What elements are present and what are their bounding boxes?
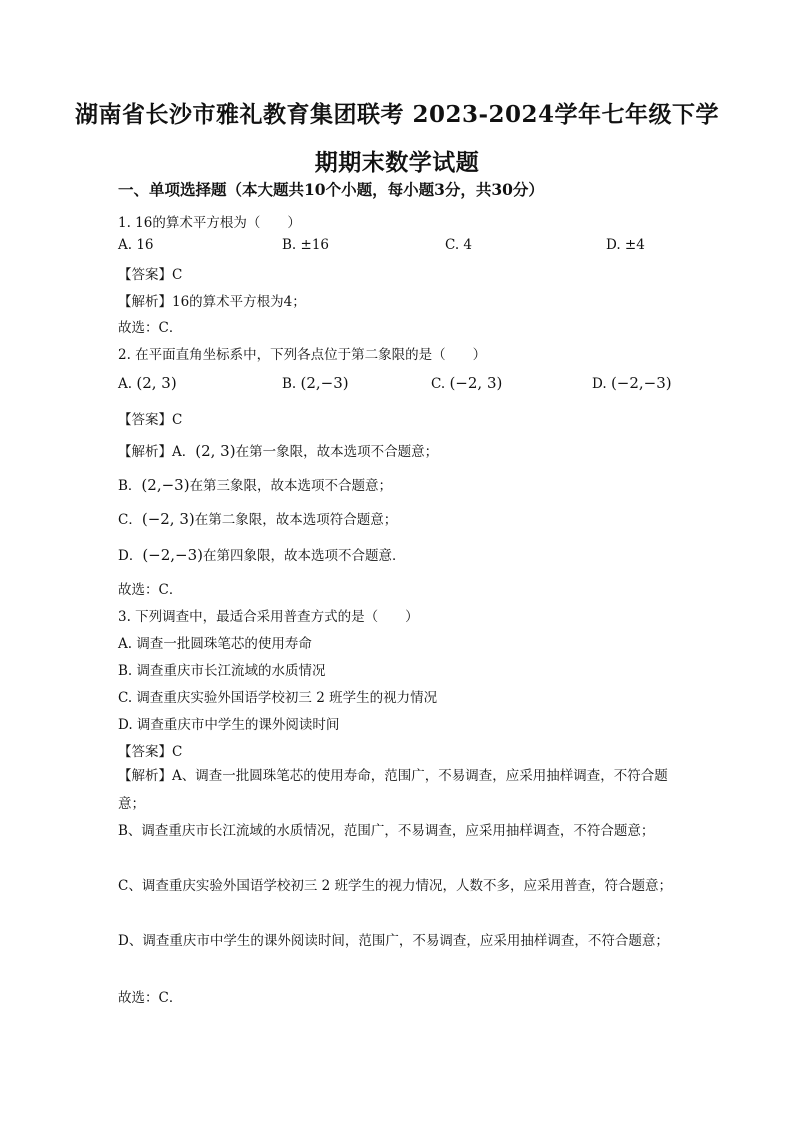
q3-option-a: A. 调查一批圆珠笔芯的使用寿命	[118, 636, 312, 652]
q2-answer: 【答案】C	[118, 412, 183, 428]
q3-analysis-c: C、调查重庆实验外国语学校初三 2 班学生的视力情况，人数不多，应采用普查，符合题意；	[118, 878, 672, 894]
q3-option-b: B. 调查重庆市长江流域的水质情况	[118, 663, 326, 679]
q2-analysis-b-text: 在第三象限，故本选项不合题意；	[189, 478, 393, 494]
q2-stem: 2. 在平面直角坐标系中，下列各点位于第二象限的是（ ）	[118, 347, 487, 363]
q3-answer: 【答案】C	[118, 744, 183, 760]
q1-stem: 1. 16的算术平方根为（ ）	[118, 215, 301, 231]
exam-title-line1: 湖南省长沙市雅礼教育集团联考 2023-2024学年七年级下学	[74, 101, 720, 128]
q2-analysis-d-text: 在第四象限，故本选项不合题意．	[203, 548, 406, 564]
q2-analysis-a-prefix: 【解析】A．	[118, 444, 196, 460]
q3-analysis-b: B、调查重庆市长江流域的水质情况，范围广，不易调查，应采用抽样调查，不符合题意；	[118, 823, 655, 839]
q2-analysis-c	[118, 508, 397, 528]
q1-option-c: C. 4	[445, 237, 473, 253]
q2-option-c	[431, 374, 502, 392]
q2-analysis-b-prefix: B．	[118, 478, 142, 494]
q2-option-a-letter: A.	[118, 376, 133, 392]
q1-conclusion: 故选：C．	[118, 320, 183, 336]
q2-conclusion: 故选：C．	[118, 582, 183, 598]
q2-analysis-c-prefix: C．	[118, 512, 142, 528]
q2-analysis-c-point: (−2, 3)	[141, 510, 195, 528]
q1-answer: 【答案】C	[118, 267, 183, 283]
q2-option-b	[282, 374, 349, 392]
q1-option-b: B. ±16	[282, 237, 329, 253]
q2-analysis-c-text: 在第二象限，故本选项符合题意；	[194, 512, 398, 528]
q2-analysis-b-point: (2,−3)	[141, 476, 190, 494]
q2-option-d	[592, 374, 672, 392]
q2-analysis-d-point: (−2,−3)	[142, 546, 204, 564]
q2-option-a	[118, 374, 177, 392]
q2-option-b-point: (2,−3)	[300, 374, 349, 392]
q2-analysis-a-text: 在第一象限，故本选项不合题意；	[235, 444, 439, 460]
q2-analysis-a	[118, 440, 438, 460]
q3-conclusion: 故选：C．	[118, 990, 183, 1006]
q2-analysis-d	[118, 544, 406, 564]
q3-analysis-d: D、调查重庆市中学生的课外阅读时间，范围广，不易调查，应采用抽样调查，不符合题意；	[118, 933, 669, 949]
q2-analysis-b	[118, 474, 392, 494]
q2-analysis-a-point: (2, 3)	[195, 442, 236, 460]
q2-option-c-letter: C.	[431, 376, 446, 392]
q2-option-a-point: (2, 3)	[136, 374, 177, 392]
section-heading: 一、单项选择题（本大题共10个小题，每小题3分，共30分）	[118, 180, 544, 199]
q3-stem: 3. 下列调查中，最适合采用普查方式的是（ ）	[118, 609, 419, 625]
q3-analysis-a: 【解析】A、调查一批圆珠笔芯的使用寿命，范围广，不易调查，应采用抽样调查，不符合题意；	[118, 768, 668, 812]
exam-title-line2: 期期末数学试题	[314, 149, 480, 176]
q2-option-b-letter: B.	[282, 376, 297, 392]
q2-analysis-d-prefix: D．	[118, 548, 143, 564]
q2-option-d-point: (−2,−3)	[610, 374, 672, 392]
q2-option-d-letter: D.	[592, 376, 607, 392]
q1-analysis: 【解析】16的算术平方根为4；	[118, 294, 306, 310]
q2-option-c-point: (−2, 3)	[449, 374, 503, 392]
q1-option-d: D. ±4	[606, 237, 645, 253]
q1-option-a: A. 16	[118, 237, 154, 253]
q3-option-d: D. 调查重庆市中学生的课外阅读时间	[118, 717, 340, 733]
q3-option-c: C. 调查重庆实验外国语学校初三 2 班学生的视力情况	[118, 690, 438, 706]
